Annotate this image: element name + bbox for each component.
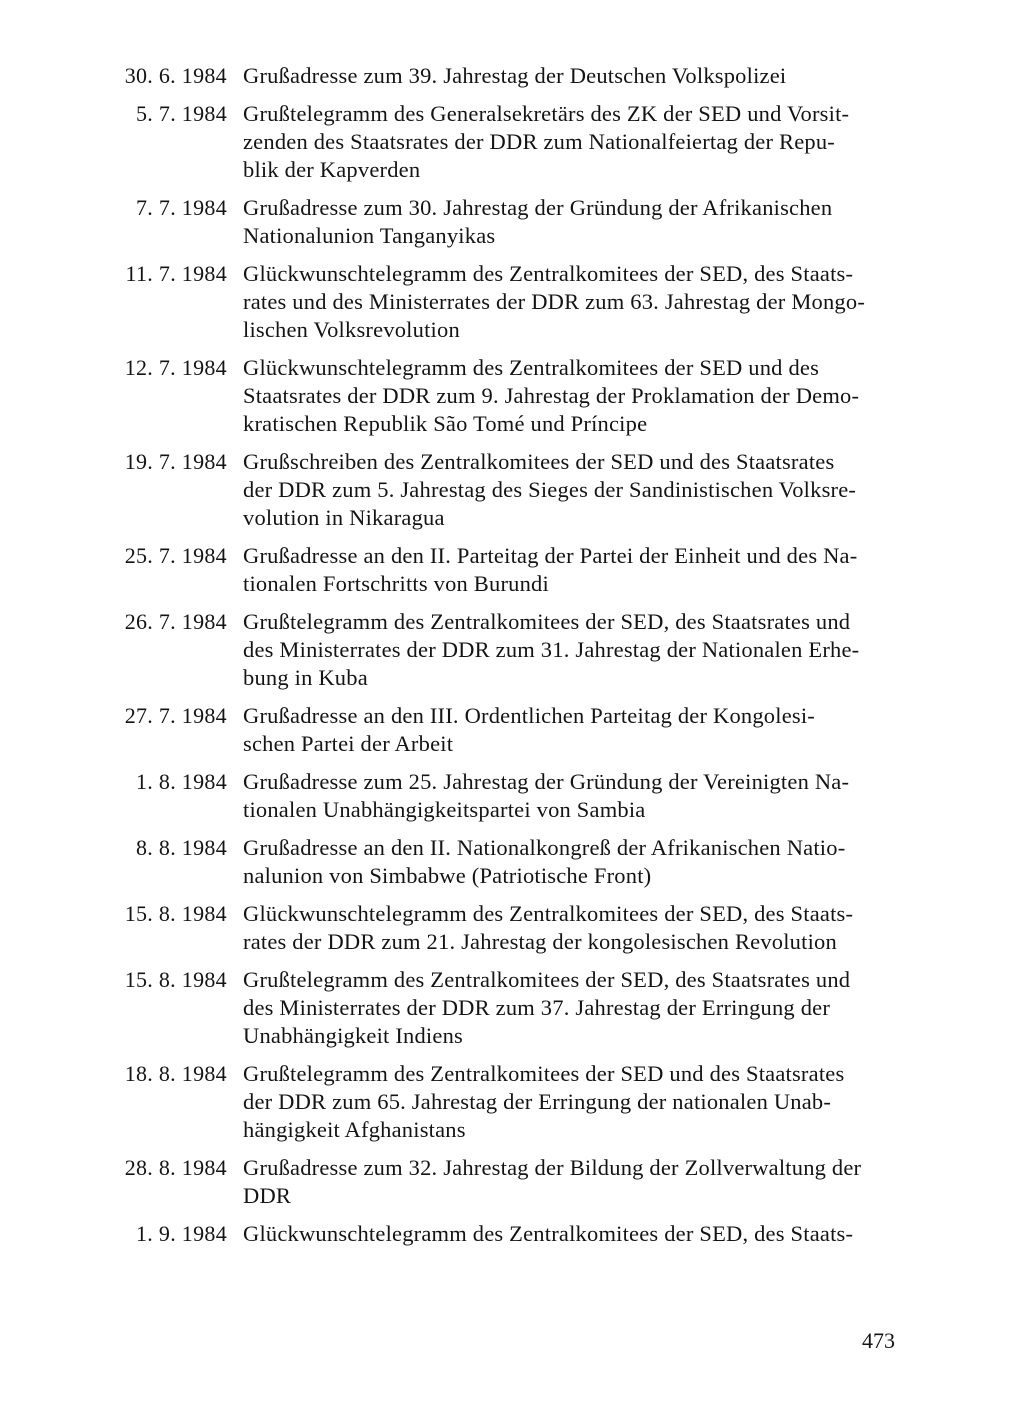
entry-text [243, 448, 927, 532]
entry-line: rates der DDR zum 21. Jahrestag der kongolesischen Revolution [243, 929, 837, 954]
entry-date: 19. 7. 1984 [124, 449, 227, 474]
chronology-entry [100, 1060, 930, 1144]
entry-line: Unabhängigkeit Indiens [243, 1023, 463, 1048]
chronology-entry [100, 768, 930, 824]
entry-text [243, 1220, 927, 1248]
entry-line: Grußadresse zum 32. Jahrestag der Bildung der Zollverwaltung der [243, 1155, 862, 1180]
entry-line: tionalen Fortschritts von Burundi [243, 571, 549, 596]
entry-date: 1. 9. 1984 [136, 1221, 227, 1246]
entry-text [243, 702, 927, 758]
chronology-entry [100, 1154, 930, 1210]
entry-line: tionalen Unabhängigkeitspartei von Sambia [243, 797, 646, 822]
chronology-entry [100, 702, 930, 758]
entry-line: kratischen Republik São Tomé und Príncipe [243, 411, 648, 436]
chronology-entry [100, 542, 930, 598]
chronology-entry [100, 900, 930, 956]
entry-date: 18. 8. 1984 [124, 1061, 227, 1086]
entry-line: Grußadresse zum 39. Jahrestag der Deutschen Volkspolizei [243, 63, 787, 88]
entry-date: 11. 7. 1984 [125, 261, 227, 286]
entry-line: Grußschreiben des Zentralkomitees der SED und des Staatsrates [243, 449, 835, 474]
entry-date: 28. 8. 1984 [124, 1155, 227, 1180]
entry-line: Grußadresse zum 30. Jahrestag der Gründung der Afrikanischen [243, 195, 833, 220]
entry-text [243, 900, 927, 956]
entry-text [243, 1060, 927, 1144]
chronology-entry [100, 834, 930, 890]
entry-line: volution in Nikaragua [243, 505, 445, 530]
page-number: 473 [862, 1328, 895, 1353]
entry-date: 25. 7. 1984 [124, 543, 227, 568]
entry-line: Glückwunschtelegramm des Zentralkomitees der SED und des [243, 355, 820, 380]
chronology-entry [100, 1220, 930, 1248]
entry-line: DDR [243, 1183, 292, 1208]
entry-line: zenden des Staatsrates der DDR zum Nationalfeiertag der Repu- [243, 129, 835, 154]
entry-line: hängigkeit Afghanistans [243, 1117, 466, 1142]
entry-text [243, 966, 927, 1050]
entry-line: Grußadresse an den II. Parteitag der Partei der Einheit und des Na- [243, 543, 858, 568]
chronology-entry [100, 62, 930, 90]
entry-date: 15. 8. 1984 [124, 901, 227, 926]
entry-line: Glückwunschtelegramm des Zentralkomitees der SED, des Staats- [243, 261, 854, 286]
chronology-entry [100, 448, 930, 532]
entry-text [243, 608, 927, 692]
entry-line: Grußadresse zum 25. Jahrestag der Gründung der Vereinigten Na- [243, 769, 850, 794]
entry-date: 5. 7. 1984 [136, 101, 227, 126]
chronology-entry [100, 100, 930, 184]
entry-date: 7. 7. 1984 [136, 195, 227, 220]
entry-text [243, 834, 927, 890]
entry-line: Glückwunschtelegramm des Zentralkomitees der SED, des Staats- [243, 901, 854, 926]
entry-line: lischen Volksrevolution [243, 317, 460, 342]
entry-line: rates und des Ministerrates der DDR zum 63. Jahrestag der Mongo- [243, 289, 866, 314]
entry-text [243, 62, 927, 90]
entry-date: 27. 7. 1984 [124, 703, 227, 728]
entry-date: 26. 7. 1984 [124, 609, 227, 634]
chronology-entry [100, 608, 930, 692]
entry-date: 8. 8. 1984 [136, 835, 227, 860]
entry-line: Grußadresse an den II. Nationalkongreß der Afrikanischen Natio- [243, 835, 846, 860]
entry-line: Grußtelegramm des Zentralkomitees der SED, des Staatsrates und [243, 609, 851, 634]
entry-text [243, 260, 927, 344]
entry-line: Glückwunschtelegramm des Zentralkomitees der SED, des Staats- [243, 1221, 854, 1246]
chronology-entry [100, 354, 930, 438]
entry-line: Grußtelegramm des Generalsekretärs des ZK der SED und Vorsit- [243, 101, 850, 126]
entry-line: des Ministerrates der DDR zum 31. Jahrestag der Nationalen Erhe- [243, 637, 860, 662]
entry-text [243, 768, 927, 824]
entry-line: Grußtelegramm des Zentralkomitees der SED und des Staatsrates [243, 1061, 845, 1086]
entry-line: des Ministerrates der DDR zum 37. Jahrestag der Erringung der [243, 995, 831, 1020]
entry-text [243, 354, 927, 438]
entry-text [243, 194, 927, 250]
entry-line: Grußtelegramm des Zentralkomitees der SED, des Staatsrates und [243, 967, 851, 992]
entry-line: nalunion von Simbabwe (Patriotische Front) [243, 863, 652, 888]
entry-line: blik der Kapverden [243, 157, 421, 182]
entry-line: Staatsrates der DDR zum 9. Jahrestag der Proklamation der Demo- [243, 383, 860, 408]
entry-line: Nationalunion Tanganyikas [243, 223, 496, 248]
entry-line: der DDR zum 5. Jahrestag des Sieges der Sandinistischen Volksre- [243, 477, 857, 502]
entry-text [243, 542, 927, 598]
entry-line: Grußadresse an den III. Ordentlichen Parteitag der Kongolesi- [243, 703, 815, 728]
entry-text [243, 100, 927, 184]
chronology-entry [100, 260, 930, 344]
entry-line: bung in Kuba [243, 665, 368, 690]
chronology-entry [100, 966, 930, 1050]
entry-text [243, 1154, 927, 1210]
chronology-list [100, 62, 930, 1258]
entry-date: 12. 7. 1984 [124, 355, 227, 380]
entry-date: 30. 6. 1984 [124, 63, 227, 88]
entry-date: 1. 8. 1984 [136, 769, 227, 794]
entry-date: 15. 8. 1984 [124, 967, 227, 992]
entry-line: der DDR zum 65. Jahrestag der Erringung der nationalen Unab- [243, 1089, 832, 1114]
entry-line: schen Partei der Arbeit [243, 731, 454, 756]
chronology-entry [100, 194, 930, 250]
